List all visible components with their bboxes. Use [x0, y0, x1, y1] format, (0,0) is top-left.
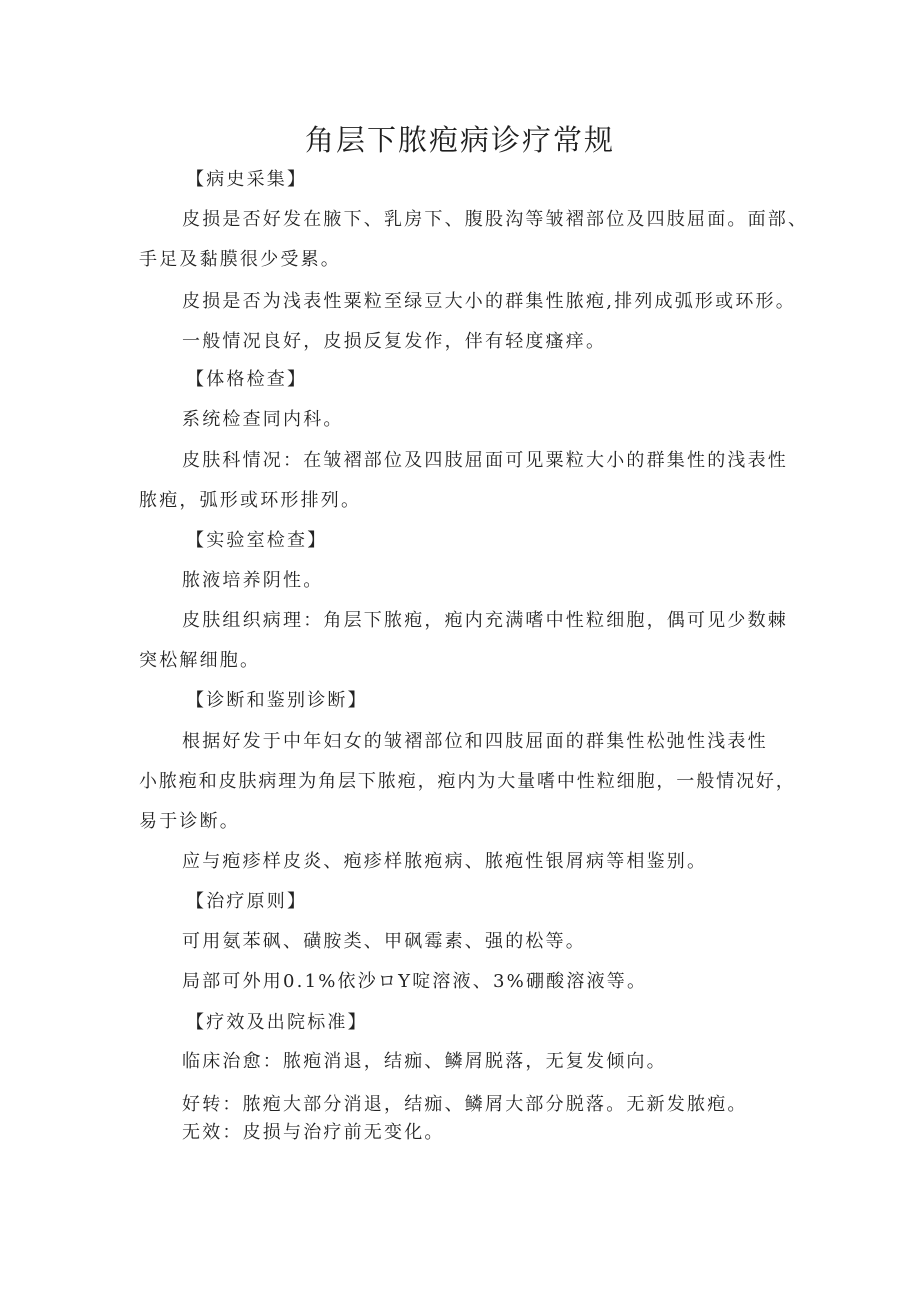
section-heading-physical-exam: 【体格检查】: [186, 369, 308, 390]
paragraph-line: 临床治愈：脓疱消退，结痂、鳞屑脱落，无复发倾向。: [182, 1051, 667, 1072]
paragraph-line: 系统检查同内科。: [182, 409, 344, 430]
section-heading-history: 【病史采集】: [186, 169, 308, 190]
paragraph-line: 应与疱疹样皮炎、疱疹样脓疱病、脓疱性银屑病等相鉴别。: [182, 851, 708, 872]
paragraph-line: 皮损是否好发在腋下、乳房下、腹股沟等皱褶部位及四肢屈面。面部、: [182, 209, 809, 230]
section-heading-lab-tests: 【实验室检查】: [186, 530, 328, 551]
paragraph-line: 无效：皮损与治疗前无变化。: [182, 1122, 445, 1143]
paragraph-line: 可用氨苯砜、磺胺类、甲砜霉素、强的松等。: [182, 931, 586, 952]
paragraph-line: 根据好发于中年妇女的皱褶部位和四肢屈面的群集性松弛性浅表性: [182, 731, 768, 752]
paragraph-line: 突松解细胞。: [139, 650, 261, 671]
paragraph-line: 一般情况良好，皮损反复发作，伴有轻度瘙痒。: [182, 331, 607, 352]
paragraph-line: 皮损是否为浅表性粟粒至绿豆大小的群集性脓疱,排列成弧形或环形。: [182, 291, 796, 312]
paragraph-line: 皮肤科情况：在皱褶部位及四肢屈面可见粟粒大小的群集性的浅表性: [182, 450, 788, 471]
paragraph-line: 脓液培养阴性。: [182, 570, 324, 591]
document-title: 角层下脓疱病诊疗常规: [304, 123, 615, 157]
paragraph-line: 脓疱，弧形或环形排列。: [139, 490, 362, 511]
paragraph-line: 好转：脓疱大部分消退，结痂、鳞屑大部分脱落。无新发脓疱。: [182, 1094, 748, 1115]
section-heading-treatment: 【治疗原则】: [186, 891, 308, 912]
paragraph-line: 皮肤组织病理：角层下脓疱，疱内充满嗜中性粒细胞，偶可见少数棘: [182, 610, 788, 631]
paragraph-line: 手足及黏膜很少受累。: [139, 249, 341, 270]
paragraph-line: 易于诊断。: [139, 811, 240, 832]
paragraph-line: 小脓疱和皮肤病理为角层下脓疱，疱内为大量嗜中性粒细胞，一般情况好，: [139, 771, 796, 792]
section-heading-diagnosis: 【诊断和鉴别诊断】: [186, 690, 368, 711]
paragraph-line: 局部可外用0.1%依沙ロY啶溶液、3%硼酸溶液等。: [182, 971, 648, 992]
section-heading-outcome: 【疗效及出院标准】: [186, 1012, 368, 1033]
